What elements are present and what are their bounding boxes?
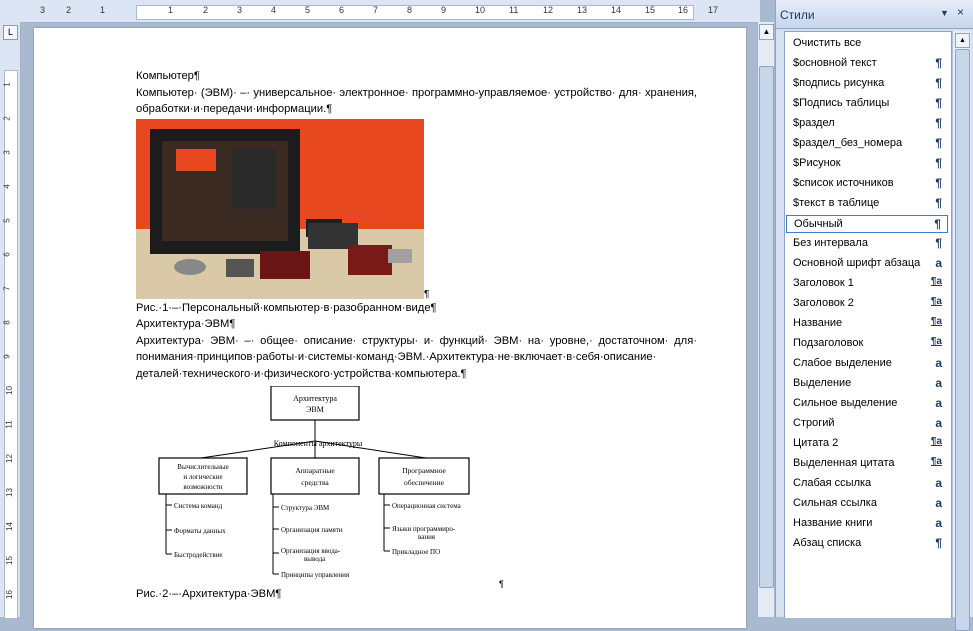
style-type-icon: ¶a [930, 296, 942, 307]
vruler-number: 15 [4, 556, 14, 565]
style-item-name: Слабое выделение [793, 357, 892, 369]
col1-title-1: Вычислительные [177, 463, 229, 471]
close-icon[interactable]: × [957, 5, 965, 19]
style-item[interactable] [786, 375, 948, 393]
style-type-icon: ¶ [935, 96, 942, 110]
ruler-number: 11 [509, 5, 519, 15]
ruler-number: 7 [373, 5, 379, 15]
ruler-number: 17 [708, 5, 719, 15]
style-type-icon: ¶ [934, 217, 941, 231]
ruler-number: 6 [339, 5, 345, 15]
style-item-name: Абзац списка [793, 537, 862, 549]
style-item-name: Сильное выделение [793, 397, 898, 409]
document-body[interactable] [136, 68, 697, 603]
style-item[interactable] [786, 355, 948, 373]
style-type-icon: ¶a [930, 456, 942, 467]
style-type-icon: ¶a [930, 276, 942, 287]
style-type-icon: ¶ [935, 136, 942, 150]
ruler-number: 5 [305, 5, 311, 15]
style-item[interactable] [786, 435, 948, 453]
style-item[interactable] [786, 55, 948, 73]
style-item[interactable] [786, 195, 948, 213]
styles-pane [775, 0, 973, 617]
col2-title-1: Аппаратные [295, 466, 335, 475]
style-type-icon: a [935, 356, 942, 370]
col3-item-4: Прикладное ПО [392, 548, 441, 556]
style-type-icon: ¶ [935, 536, 942, 550]
style-item-name: Без интервала [793, 237, 868, 249]
style-item-name: $Рисунок [793, 157, 841, 169]
style-item-name: $текст в таблице [793, 197, 880, 209]
dropdown-arrow-icon[interactable]: ▼ [940, 8, 949, 18]
style-type-icon: ¶ [935, 176, 942, 190]
style-item[interactable] [786, 295, 948, 313]
ruler-number: 3 [237, 5, 243, 15]
style-type-icon: a [935, 396, 942, 410]
style-type-icon: ¶a [930, 336, 942, 347]
ruler-number: 13 [577, 5, 588, 15]
col2-title-2: средства [301, 478, 329, 487]
paragraph-architecture: Архитектура· ЭВМ· –· общее· описание· структуры· и· функций· ЭВМ· на· уровне,· достаточном· для· понимания·принципов·работы·и·системы·команд·ЭВМ.·Архитектура·не·включает·в·себя·описание· деталей·технического·и·физического·устройства·компьютера.¶ [136, 334, 697, 380]
vertical-ruler[interactable] [0, 22, 21, 617]
vruler-number: 8 [2, 320, 12, 325]
style-type-icon: ¶a [930, 316, 942, 327]
ruler-number: 9 [441, 5, 447, 15]
style-item-name: Выделение [793, 377, 852, 389]
style-type-icon: a [935, 416, 942, 430]
style-item-name: $основной текст [793, 57, 877, 69]
col1-title-3: возможности [183, 483, 223, 491]
ruler-number: 16 [678, 5, 689, 15]
style-item[interactable] [786, 475, 948, 493]
diagram-root-line1: Архитектура [293, 394, 337, 403]
document-scrollbar[interactable] [757, 22, 774, 617]
styles-scrollbar[interactable] [952, 31, 971, 617]
style-type-icon: ¶ [935, 56, 942, 70]
style-item-name: Заголовок 1 [793, 277, 854, 289]
style-item-name: Слабая ссылка [793, 477, 872, 489]
style-type-icon: a [935, 496, 942, 510]
ruler-number: 1 [100, 5, 106, 15]
caption-figure-2: Рис.·2·–·Архитектура·ЭВМ¶ [136, 588, 282, 600]
style-item[interactable] [786, 155, 948, 173]
architecture-diagram[interactable] [156, 386, 526, 589]
ruler-number: 3 [40, 5, 46, 15]
ruler-number: 10 [475, 5, 486, 15]
photo-disassembled-pc [136, 119, 424, 299]
style-item[interactable] [786, 315, 948, 333]
vruler-number: 9 [2, 354, 12, 359]
scroll-thumb[interactable] [759, 66, 774, 588]
style-item-name: Очистить все [793, 37, 862, 49]
ruler-number: 2 [203, 5, 209, 15]
ruler-number: 2 [66, 5, 72, 15]
vruler-number: 4 [2, 184, 12, 189]
col1-title-2: и логические [183, 473, 223, 481]
ruler-number: 4 [271, 5, 277, 15]
col1-item-1: Система команд [174, 502, 223, 510]
paragraph-computer: Компьютер· (ЭВМ)· –· универсальное· электронное· программно-управляемое· устройство· для· хранения, обработки·и·передачи·информации.¶ [136, 86, 697, 115]
style-item-name: Цитата 2 [793, 437, 839, 449]
style-item-name: $раздел_без_номера [793, 137, 903, 149]
heading-computer: Компьютер¶ [136, 70, 200, 82]
scroll-up-icon[interactable]: ▲ [955, 33, 970, 48]
col1-item-2: Форматы данных [174, 527, 226, 535]
style-type-icon: a [935, 376, 942, 390]
computer-photo[interactable] [136, 119, 430, 300]
style-item-name: Название книги [793, 517, 873, 529]
style-item-name: $Подпись таблицы [793, 97, 890, 109]
ruler-number: 14 [611, 5, 622, 15]
style-type-icon: ¶ [935, 116, 942, 130]
style-item-name: Сильная ссылка [793, 497, 877, 509]
heading-architecture: Архитектура·ЭВМ¶ [136, 318, 236, 330]
col3-item-2: Языки программиро- [392, 525, 456, 533]
vruler-number: 6 [2, 252, 12, 257]
styles-pane-header [776, 0, 973, 29]
horizontal-ruler[interactable] [0, 0, 760, 23]
col3-title-2: обеспечение [404, 478, 444, 487]
styles-pane-title: Стили [780, 8, 815, 22]
style-type-icon: a [935, 256, 942, 270]
scroll-up-icon[interactable]: ▲ [759, 24, 774, 40]
style-item-name: Обычный [794, 218, 843, 230]
style-type-icon: ¶ [935, 196, 942, 210]
vruler-number: 5 [2, 218, 12, 223]
style-item-name: Заголовок 2 [793, 297, 854, 309]
style-item-name: $список источников [793, 177, 894, 189]
vruler-number: 10 [4, 386, 14, 395]
diagram-pilcrow: ¶ [499, 579, 504, 589]
vruler-number: 1 [2, 82, 12, 87]
col3-title-1: Программное [402, 466, 446, 475]
style-item-name: Основной шрифт абзаца [793, 257, 921, 269]
style-item-name: Выделенная цитата [793, 457, 895, 469]
style-type-icon: a [935, 516, 942, 530]
vruler-number: 7 [2, 286, 12, 291]
caption-figure-1: Рис.·1·–·Персональный·компьютер·в·разобранном·виде¶ [136, 301, 437, 314]
style-type-icon: a [935, 476, 942, 490]
style-item[interactable] [786, 255, 948, 273]
style-item[interactable] [786, 135, 948, 153]
style-item[interactable] [786, 115, 948, 133]
style-item-name: Подзаголовок [793, 337, 864, 349]
style-type-icon: ¶ [935, 76, 942, 90]
vruler-number: 16 [4, 590, 14, 599]
vruler-number: 12 [4, 454, 14, 463]
style-item[interactable] [786, 535, 948, 553]
vruler-number: 2 [2, 116, 12, 121]
photo-pilcrow: ¶ [424, 288, 430, 300]
style-item-name: Строгий [793, 417, 835, 429]
diagram-connector: Компоненты архитектуры [273, 439, 363, 448]
col2-item-4: вывода [304, 555, 326, 563]
diagram-graphic [156, 386, 526, 586]
style-item[interactable] [786, 35, 948, 53]
col3-item-1: Операционная система [392, 502, 461, 510]
style-item[interactable] [786, 175, 948, 193]
style-type-icon: ¶ [935, 236, 942, 250]
col2-item-5: Принципы управления [281, 571, 350, 579]
style-item[interactable] [786, 515, 948, 533]
col2-item-1: Структура ЭВМ [281, 504, 330, 512]
style-item[interactable] [786, 235, 948, 253]
col1-item-3: Быстродействие [174, 551, 223, 559]
style-item[interactable] [786, 415, 948, 433]
style-type-icon: ¶ [935, 156, 942, 170]
ruler-number: 8 [407, 5, 413, 15]
style-item[interactable] [786, 215, 948, 233]
style-type-icon: ¶a [930, 436, 942, 447]
diagram-root-line2: ЭВМ [306, 405, 324, 414]
col2-item-2: Организация памяти [281, 526, 343, 534]
style-item[interactable] [786, 495, 948, 513]
styles-scroll-thumb[interactable] [955, 49, 970, 631]
vruler-number: 13 [4, 488, 14, 497]
vruler-number: 3 [2, 150, 12, 155]
style-item[interactable] [786, 335, 948, 353]
style-item-name: Название [793, 317, 843, 329]
ruler-number: 1 [168, 5, 174, 15]
style-item[interactable] [786, 455, 948, 473]
col3-item-3: вания [418, 533, 436, 541]
styles-list[interactable] [784, 31, 952, 618]
ruler-number: 15 [645, 5, 656, 15]
vruler-number: 11 [4, 420, 14, 429]
style-item[interactable] [786, 75, 948, 93]
tab-stop-icon[interactable]: L [3, 25, 18, 40]
vruler-number: 14 [4, 522, 14, 531]
ruler-number: 12 [543, 5, 554, 15]
style-item[interactable] [786, 275, 948, 293]
style-item-name: $подпись рисунка [793, 77, 885, 89]
style-item[interactable] [786, 95, 948, 113]
style-item-name: $раздел [793, 117, 835, 129]
col2-item-3: Организация ввода- [281, 547, 341, 555]
style-item[interactable] [786, 395, 948, 413]
